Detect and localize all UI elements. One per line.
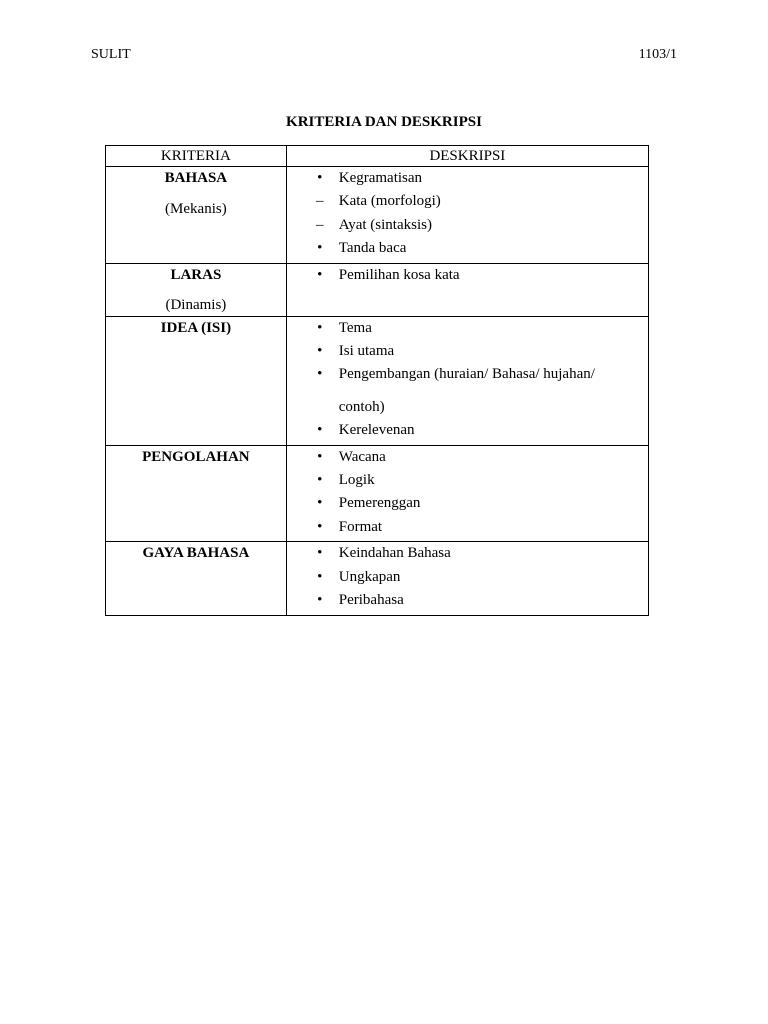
bullet-icon: • (317, 592, 323, 609)
table-row (106, 167, 649, 264)
list-item (287, 317, 648, 340)
description-cell (286, 542, 648, 615)
list-item-text: Isi utama (338, 343, 395, 360)
list-item (287, 542, 648, 565)
list-item-text: Peribahasa (338, 592, 404, 609)
criteria-name: PENGOLAHAN (142, 448, 250, 465)
list-item-continuation: contoh) (338, 398, 385, 415)
criteria-subtitle: (Dinamis) (165, 296, 227, 313)
bullet-icon: • (317, 343, 323, 360)
description-list (287, 167, 648, 263)
list-item-text: Kerelevenan (338, 422, 415, 439)
criteria-name: BAHASA (164, 170, 228, 186)
criteria-cell (106, 263, 287, 316)
table-header-row (106, 146, 649, 167)
dash-icon: – (316, 193, 324, 210)
list-item-text: Ungkapan (338, 568, 401, 585)
list-item-text: Wacana (338, 448, 386, 465)
list-item (287, 214, 648, 237)
description-cell (286, 316, 648, 445)
header-paper-code: 1103/1 (638, 47, 677, 62)
list-item (287, 492, 648, 515)
list-item-text: Tanda baca (338, 240, 407, 257)
list-item (287, 363, 648, 419)
description-cell (286, 263, 648, 316)
criteria-cell (106, 542, 287, 615)
table-row (106, 542, 649, 615)
criteria-name: GAYA BAHASA (142, 545, 250, 562)
bullet-icon: • (317, 366, 323, 383)
bullet-icon: • (317, 422, 323, 439)
bullet-icon: • (317, 240, 323, 257)
list-item (287, 340, 648, 363)
list-item-text: Logik (338, 472, 375, 489)
list-item-text: Pemerenggan (338, 495, 421, 512)
bullet-icon: • (317, 266, 323, 283)
list-item-text: Ayat (sintaksis) (338, 216, 432, 233)
criteria-name: IDEA (ISI) (160, 319, 232, 336)
list-item-text: Pemilihan kosa kata (338, 266, 460, 283)
bullet-icon: • (317, 518, 323, 535)
list-item-text: Pengembangan (huraian/ Bahasa/ hujahan/ (338, 366, 595, 383)
list-item (287, 446, 648, 469)
table-row (106, 316, 649, 445)
bullet-icon: • (317, 568, 323, 585)
table-row (106, 263, 649, 316)
list-item (287, 566, 648, 589)
column-header-kriteria: KRITERIA (106, 146, 287, 167)
description-list (287, 264, 648, 289)
description-list (287, 317, 648, 445)
list-item (287, 419, 648, 442)
criteria-cell (106, 445, 287, 542)
list-item-text: Format (338, 518, 383, 535)
list-item (287, 516, 648, 539)
criteria-name: LARAS (170, 266, 222, 283)
list-item-text: Kata (morfologi) (338, 193, 441, 210)
bullet-icon: • (317, 472, 323, 489)
list-item (287, 264, 648, 287)
bullet-icon: • (317, 495, 323, 512)
column-header-deskripsi: DESKRIPSI (286, 146, 648, 167)
page-title: KRITERIA DAN DESKRIPSI (286, 114, 482, 130)
header-classification: SULIT (91, 47, 131, 62)
dash-icon: – (316, 216, 324, 233)
criteria-cell (106, 167, 287, 264)
description-list (287, 446, 648, 542)
list-item (287, 237, 648, 260)
list-item (287, 167, 648, 190)
list-item (287, 589, 648, 612)
table-row (106, 445, 649, 542)
list-item (287, 190, 648, 213)
description-cell (286, 445, 648, 542)
criteria-table (105, 145, 649, 616)
bullet-icon: • (317, 545, 323, 562)
bullet-icon: • (317, 448, 323, 465)
criteria-cell (106, 316, 287, 445)
description-list (287, 542, 648, 614)
criteria-subtitle: (Mekanis) (165, 201, 227, 217)
list-item-text: Kegramatisan (338, 170, 423, 186)
list-item-text: Tema (338, 319, 372, 336)
list-item-text: Keindahan Bahasa (338, 545, 451, 562)
description-cell (286, 167, 648, 264)
bullet-icon: • (317, 170, 323, 186)
bullet-icon: • (317, 319, 323, 336)
list-item (287, 469, 648, 492)
